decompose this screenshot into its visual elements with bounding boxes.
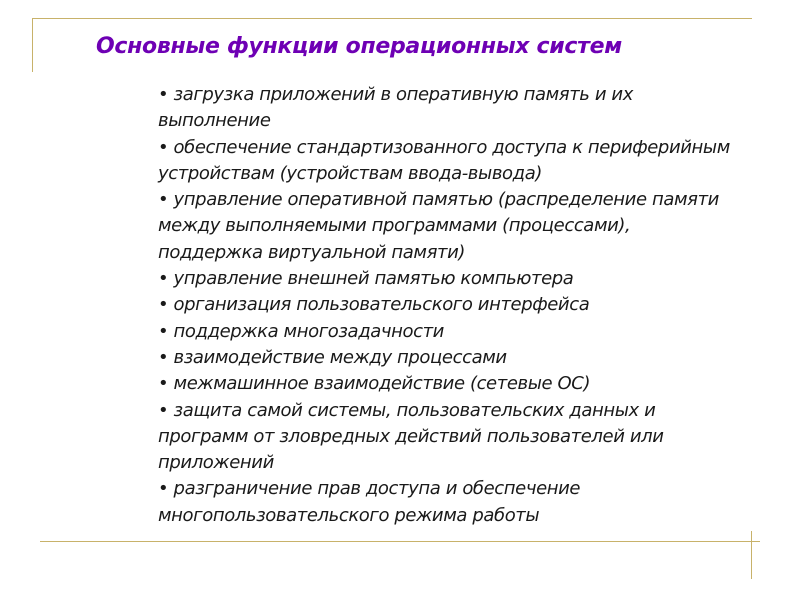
bullet-icon: • <box>158 189 174 211</box>
bullet-icon: • <box>158 268 174 290</box>
list-item-text: взаимодействие между процессами <box>173 346 507 368</box>
list-item <box>158 371 738 397</box>
list-item-text: разграничение прав доступа и обеспечение многопользовательского режима работы <box>158 478 581 526</box>
frame-bottom-line <box>40 541 760 542</box>
list-item <box>158 319 738 345</box>
bullet-icon: • <box>158 136 174 158</box>
list-item-text: организация пользовательского интерфейса <box>173 294 590 316</box>
bullet-icon: • <box>158 478 174 500</box>
list-item <box>158 292 738 318</box>
list-item <box>158 135 738 188</box>
frame-top-line <box>32 18 752 19</box>
bullet-icon: • <box>158 399 174 421</box>
slide-title: Основные функции операционных систем <box>96 34 622 59</box>
frame-right-line <box>751 531 752 579</box>
list-item <box>158 476 738 529</box>
list-item <box>158 398 738 477</box>
list-item <box>158 266 738 292</box>
bullet-icon: • <box>158 373 174 395</box>
list-item-text: межмашинное взаимодействие (сетевые ОС) <box>173 373 591 395</box>
list-item-text: поддержка многозадачности <box>173 320 444 342</box>
functions-list <box>158 82 738 529</box>
list-item-text: загрузка приложений в оперативную память и их выполнение <box>158 84 633 132</box>
list-item <box>158 187 738 266</box>
list-item-text: управление внешней памятью компьютера <box>173 268 574 290</box>
frame-left-line <box>32 18 33 72</box>
list-item <box>158 345 738 371</box>
bullet-icon: • <box>158 84 174 105</box>
bullet-icon: • <box>158 346 174 368</box>
list-item <box>158 82 738 135</box>
list-item-text: обеспечение стандартизованного доступа к периферийным устройствам (устройствам ввода-вывода) <box>158 136 730 184</box>
list-item-text: управление оперативной памятью (распределение памяти между выполняемыми программами (процессами), поддержка виртуальной памяти) <box>158 189 719 263</box>
list-item-text: защита самой системы, пользовательских данных и программ от зловредных действий пользователей или приложений <box>158 399 664 474</box>
bullet-icon: • <box>158 320 174 342</box>
bullet-icon: • <box>158 294 174 316</box>
